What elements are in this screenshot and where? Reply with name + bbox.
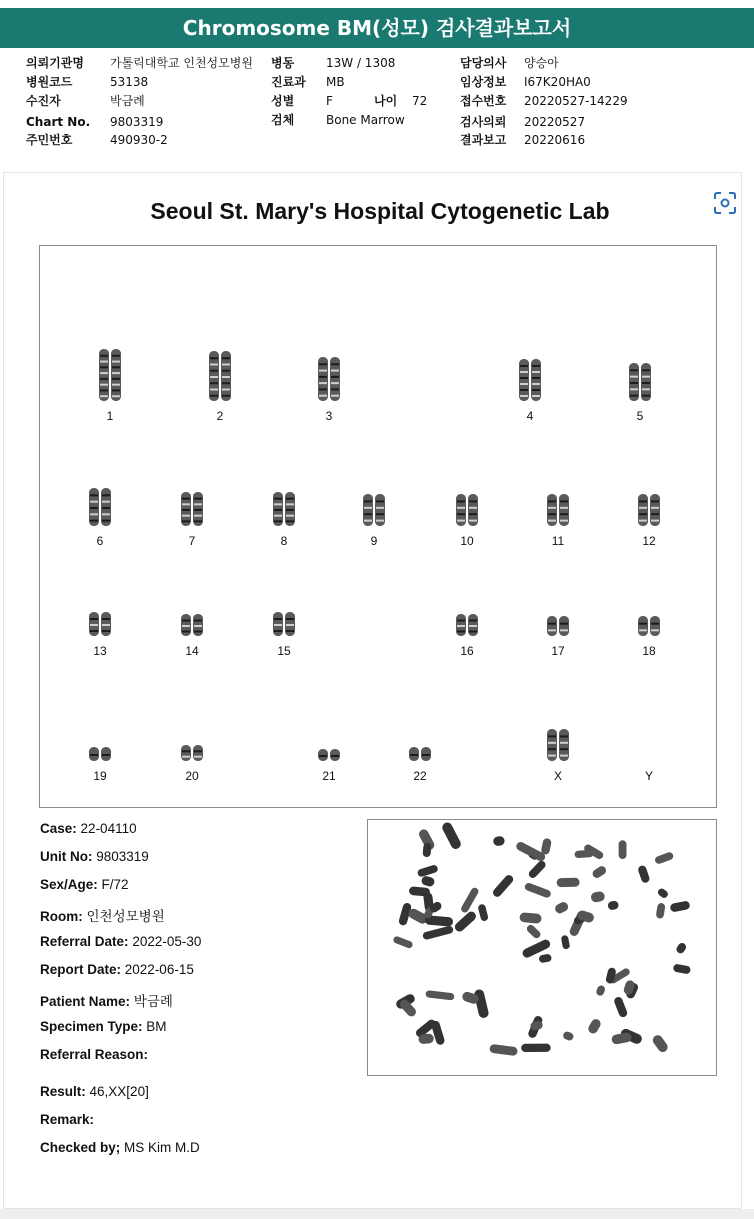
- chromosome-pair: [89, 747, 111, 761]
- case-line: Case: 22-04110: [40, 821, 137, 836]
- metaphase-chromosome: [392, 935, 413, 949]
- case-line: Unit No: 9803319: [40, 849, 149, 864]
- metaphase-chromosome: [473, 989, 489, 1019]
- metaphase-chromosome: [619, 840, 627, 859]
- metaphase-chromosome: [519, 912, 542, 924]
- chromosome-pair: [638, 494, 660, 526]
- chromosome-label: 15: [277, 644, 291, 658]
- info-value: MB: [326, 75, 345, 89]
- lab-title: Seoul St. Mary's Hospital Cytogenetic Lab: [150, 198, 610, 224]
- karyotype-panel: [39, 245, 717, 808]
- metaphase-chromosome: [562, 1030, 575, 1041]
- chromosome-pair: [456, 614, 478, 636]
- info-value: 20220527-14229: [524, 94, 628, 108]
- info-value: I67K20HA0: [524, 75, 591, 89]
- metaphase-chromosome: [417, 864, 439, 878]
- chromosome-pair: [89, 612, 111, 636]
- chromosome-pair: [363, 494, 385, 526]
- metaphase-chromosome: [675, 941, 688, 954]
- info-label: 접수번호: [460, 94, 507, 108]
- info-label: 진료과: [271, 75, 306, 89]
- metaphase-chromosome: [538, 954, 552, 964]
- metaphase-chromosome: [590, 891, 605, 903]
- metaphase-chromosome: [521, 1044, 551, 1052]
- chromosome-label: 16: [460, 644, 474, 658]
- metaphase-chromosome: [670, 900, 691, 912]
- bottom-strip: [0, 1209, 754, 1219]
- chromosome-pair: [409, 747, 431, 761]
- info-label: 의뢰기관명: [26, 56, 84, 70]
- info-value: 9803319: [110, 115, 164, 129]
- info-value: 490930-2: [110, 133, 168, 147]
- info-label: Chart No.: [26, 115, 91, 129]
- metaphase-chromosome: [557, 878, 580, 888]
- chromosome-pair: [273, 612, 295, 636]
- chromosome-label: 18: [642, 644, 656, 658]
- metaphase-chromosome: [637, 864, 651, 883]
- case-line: Specimen Type: BM: [40, 1019, 167, 1034]
- chromosome-label: 9: [370, 534, 378, 548]
- chromosome-label: 2: [216, 409, 224, 423]
- chromosome-pair: [547, 729, 569, 761]
- metaphase-chromosome: [654, 851, 674, 865]
- chromosome-pair: [181, 614, 203, 636]
- info-label: 병원코드: [26, 75, 73, 89]
- metaphase-chromosome: [409, 886, 431, 896]
- metaphase-chromosome: [595, 984, 606, 996]
- chromosome-label: 6: [96, 534, 104, 548]
- metaphase-chromosome: [611, 1032, 632, 1045]
- chromosome-label: Y: [644, 769, 654, 783]
- chromosome-label: 17: [551, 644, 565, 658]
- metaphase-chromosome: [525, 923, 542, 939]
- info-label: 병동: [271, 56, 295, 70]
- info-value: 20220616: [524, 133, 586, 147]
- info-value: 박금례: [110, 94, 145, 108]
- chromosome-label: 10: [460, 534, 474, 548]
- metaphase-chromosome: [430, 1020, 445, 1046]
- metaphase-chromosome: [477, 903, 488, 921]
- metaphase-chromosome: [651, 1033, 670, 1054]
- chromosome-pair: [181, 492, 203, 526]
- chromosome-pair: [547, 494, 569, 526]
- metaphase-chromosome: [453, 910, 478, 934]
- chromosome-label: 5: [636, 409, 644, 423]
- case-line: Referral Date: 2022-05-30: [40, 934, 202, 949]
- chromosome-label: X: [553, 769, 563, 783]
- chromosome-pair: [318, 749, 340, 761]
- case-line: Report Date: 2022-06-15: [40, 962, 194, 977]
- chromosome-label: 8: [280, 534, 288, 548]
- case-line: Referral Reason:: [40, 1047, 149, 1062]
- chromosome-pair: [209, 351, 231, 401]
- metaphase-chromosome: [540, 838, 552, 856]
- chromosome-label: 14: [185, 644, 199, 658]
- case-line: Remark:: [40, 1112, 95, 1127]
- info-value: 72: [412, 94, 428, 108]
- info-value: 양승아: [524, 56, 559, 70]
- metaphase-chromosome: [587, 1017, 603, 1035]
- chromosome-pair: [99, 349, 121, 401]
- karyotype-image: [40, 246, 716, 807]
- chromosome-pair: [456, 494, 478, 526]
- info-value: 20220527: [524, 115, 586, 129]
- case-line: Checked by; MS Kim M.D: [40, 1140, 200, 1155]
- info-value: Bone Marrow: [326, 113, 405, 127]
- case-line: Sex/Age: F/72: [40, 877, 129, 892]
- metaphase-chromosome: [607, 900, 619, 910]
- info-value: 13W / 1308: [326, 56, 396, 70]
- metaphase-chromosome: [656, 887, 669, 899]
- info-label: 검사의뢰: [460, 115, 507, 129]
- info-value: 가톨릭대학교 인천성모병원: [110, 56, 253, 70]
- info-label: 담당의사: [460, 56, 507, 70]
- metaphase-chromosome: [422, 843, 431, 858]
- metaphase-chromosome: [574, 850, 593, 859]
- info-label: 주민번호: [26, 133, 73, 147]
- metaphase-chromosome: [673, 964, 691, 975]
- chromosome-pair: [547, 616, 569, 636]
- chromosome-pair: [181, 745, 203, 761]
- metaphase-chromosome: [421, 875, 436, 887]
- metaphase-chromosome: [561, 935, 571, 950]
- metaphase-chromosome: [493, 836, 505, 847]
- metaphase-panel: [367, 819, 717, 1076]
- metaphase-chromosome: [489, 1044, 518, 1056]
- info-value: F: [326, 94, 333, 108]
- case-line: Patient Name: 박금례: [40, 994, 173, 1009]
- metaphase-chromosome: [613, 996, 628, 1019]
- chromosome-label: 22: [413, 769, 427, 783]
- chromosome-label: 21: [322, 769, 336, 783]
- chromosome-label: 19: [93, 769, 107, 783]
- case-line: Room: 인천성모병원: [40, 909, 165, 924]
- chromosome-label: 4: [526, 409, 534, 423]
- info-label: 성별: [271, 94, 295, 108]
- info-label: 수진자: [26, 94, 61, 108]
- metaphase-chromosome: [441, 821, 463, 851]
- chromosome-label: 1: [106, 409, 114, 423]
- metaphase-chromosome: [460, 886, 480, 913]
- metaphase-chromosome: [524, 882, 552, 899]
- info-row: [26, 54, 84, 73]
- info-label: 임상정보: [460, 75, 507, 89]
- chromosome-label: 12: [642, 534, 656, 548]
- metaphase-image: [368, 820, 716, 1075]
- chromosome-label: 11: [551, 534, 565, 548]
- chromosome-pair: [629, 363, 651, 401]
- info-value: 53138: [110, 75, 149, 89]
- chromosome-label: 3: [325, 409, 333, 423]
- info-label: 검체: [271, 113, 295, 127]
- metaphase-chromosome: [554, 901, 570, 915]
- chromosome-pair: [638, 616, 660, 636]
- metaphase-chromosome: [422, 925, 454, 940]
- metaphase-chromosome: [425, 990, 454, 1000]
- chromosome-pair: [273, 492, 295, 526]
- metaphase-chromosome: [656, 903, 666, 919]
- report-title: Chromosome BM(성모) 검사결과보고서: [0, 8, 754, 48]
- chromosome-pair: [318, 357, 340, 401]
- info-label: 결과보고: [460, 133, 507, 147]
- chromosome-pair: [89, 488, 111, 526]
- metaphase-chromosome: [491, 873, 515, 898]
- info-label: 나이: [374, 94, 398, 108]
- case-line: Result: 46,XX[20]: [40, 1084, 149, 1099]
- chromosome-label: 7: [188, 534, 196, 548]
- metaphase-chromosome: [527, 859, 547, 879]
- patient-info-panel: [0, 54, 754, 154]
- chromosome-label: 20: [185, 769, 199, 783]
- chromosome-pair: [519, 359, 541, 401]
- chromosome-label: 13: [93, 644, 107, 658]
- metaphase-chromosome: [591, 865, 608, 880]
